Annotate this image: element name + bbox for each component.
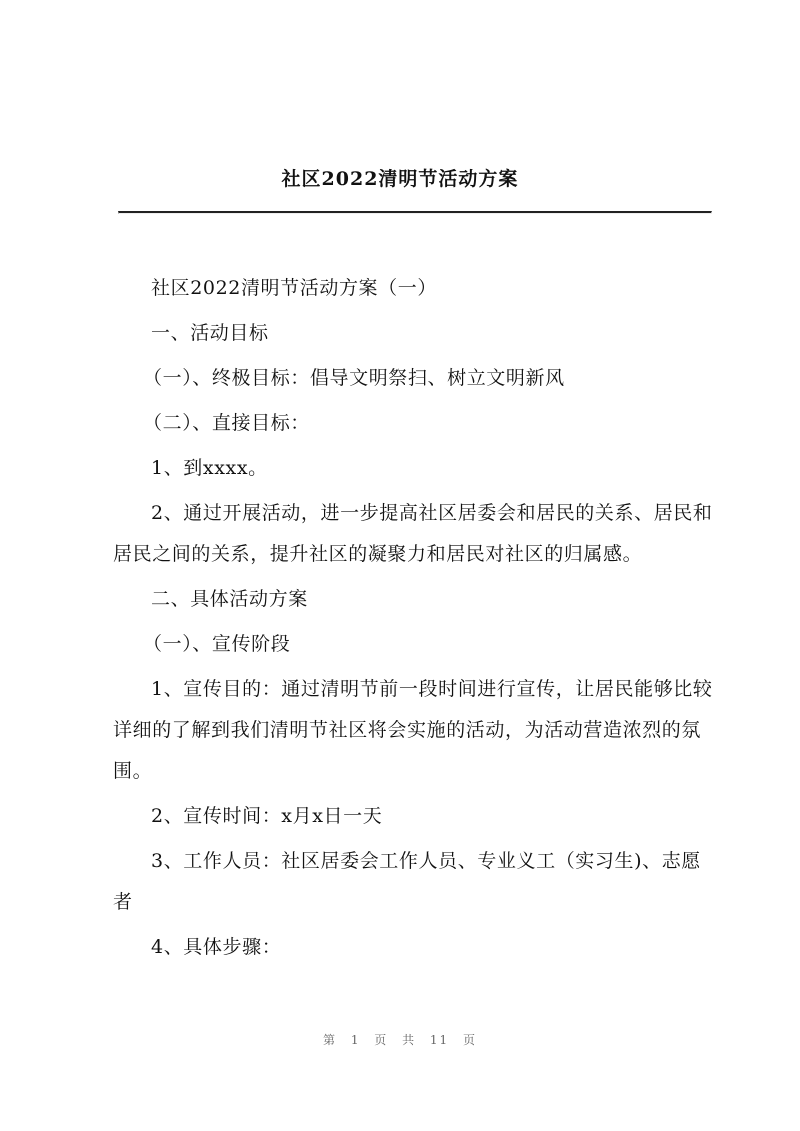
paragraph-item-2: 2、通过开展活动，进一步提高社区居委会和居民的关系、居民和居民之间的关系，提升社区的凝聚力和居民对社区的归属感。	[113, 502, 713, 565]
document-body	[113, 268, 713, 972]
paragraph-item-1: 1、到xxxx。	[151, 457, 268, 479]
paragraph-promotion-stage: （一）、宣传阶段	[143, 633, 291, 655]
paragraph-promotion-purpose: 1、宣传目的：通过清明节前一段时间进行宣传，让居民能够比较详细的了解到我们清明节社区将会实施的活动，为活动营造浓烈的氛围。	[113, 678, 713, 782]
paragraph-promotion-time: 2、宣传时间：x月x日一天	[151, 805, 383, 827]
document-title: 社区2022清明节活动方案	[281, 168, 519, 190]
paragraph-staff: 3、工作人员：社区居委会工作人员、专业义工（实习生)、志愿者	[113, 850, 701, 913]
paragraph-direct-goal: （二）、直接目标：	[143, 412, 310, 434]
paragraph-section-heading: 社区2022清明节活动方案（一）	[151, 277, 437, 299]
paragraph-ultimate-goal: （一）、终极目标：倡导文明祭扫、树立文明新风	[143, 367, 565, 389]
page-number-footer: 第 1 页 共 11 页	[323, 1033, 477, 1047]
paragraph-heading-goals: 一、活动目标	[151, 322, 269, 344]
title-divider	[118, 211, 712, 214]
paragraph-heading-plan: 二、具体活动方案	[151, 588, 308, 610]
paragraph-steps: 4、具体步骤：	[151, 936, 282, 958]
